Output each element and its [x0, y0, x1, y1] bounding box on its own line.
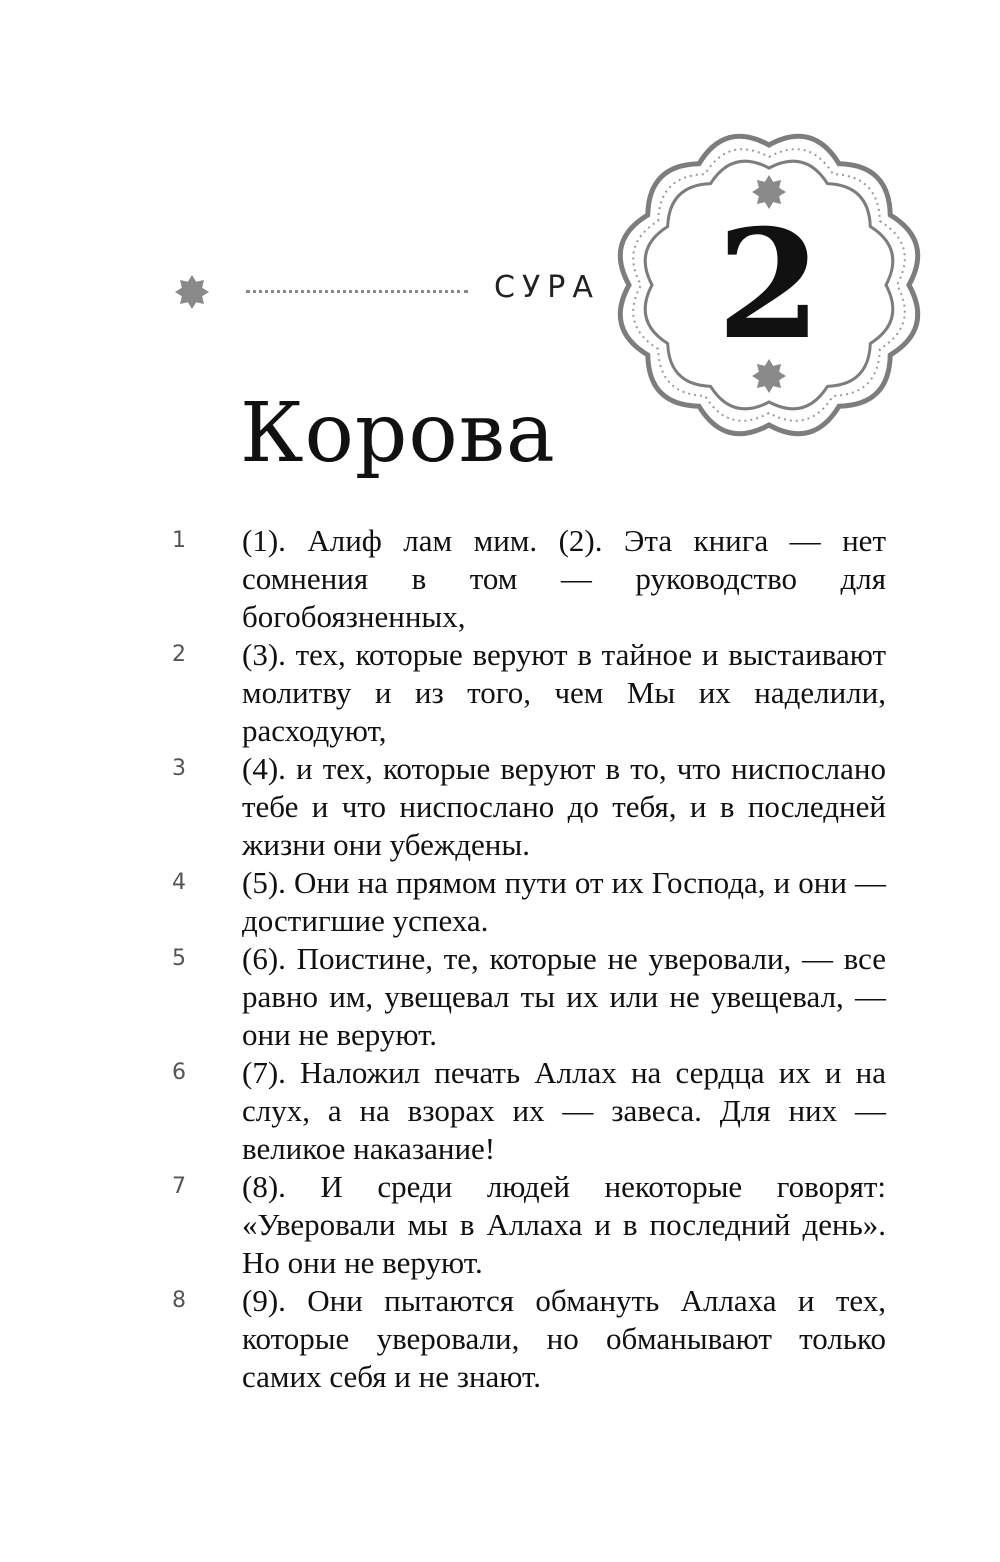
verse-text: (9). Они пытаются обмануть Аллаха и тех, которые уверовали, но обманывают только самих себя и не знают. — [242, 1283, 886, 1394]
verse-item — [0, 864, 1000, 940]
verse-item — [0, 1282, 1000, 1396]
sura-number: 2 — [716, 197, 822, 373]
verse-item — [0, 750, 1000, 864]
verse-number: 1 — [172, 528, 186, 553]
verse-item — [0, 940, 1000, 1054]
verse-text: (7). Наложил печать Аллах на сердца их и на слух, а на взорах их — завеса. Для них — великое наказание! — [242, 1055, 886, 1166]
dotted-divider — [246, 290, 468, 293]
verse-text: (4). и тех, которые веруют в то, что ниспослано тебе и что ниспослано до тебя, и в последней жизни они убеждены. — [242, 751, 886, 862]
verse-text: (1). Алиф лам мим. (2). Эта книга — нет сомнения в том — руководство для богобоязненных, — [242, 523, 886, 634]
verse-number: 8 — [172, 1288, 186, 1313]
verse-number: 3 — [172, 756, 186, 781]
verse-text: (5). Они на прямом пути от их Господа, и они — достигшие успеха. — [242, 865, 886, 938]
verse-item — [0, 636, 1000, 750]
verse-number: 7 — [172, 1174, 186, 1199]
sura-label: СУРА — [494, 270, 600, 305]
verse-list — [0, 522, 1000, 1396]
verse-number: 5 — [172, 946, 186, 971]
star-ornament-icon — [172, 272, 212, 312]
verse-item — [0, 1168, 1000, 1282]
verse-text: (6). Поистине, те, которые не уверовали, — все равно им, увещевал ты их или не увещевал, — они не веруют. — [242, 941, 886, 1052]
chapter-title: Корова — [240, 386, 556, 481]
verse-text: (8). И среди людей некоторые говорят: «Уверовали мы в Аллаха и в последний день». Но они не веруют. — [242, 1169, 886, 1280]
verse-number: 2 — [172, 642, 186, 667]
verse-text: (3). тех, которые веруют в тайное и выстаивают молитву и из того, чем Мы их наделили, расходуют, — [242, 637, 886, 748]
verse-item — [0, 522, 1000, 636]
verse-item — [0, 1054, 1000, 1168]
verse-number: 4 — [172, 870, 186, 895]
verse-number: 6 — [172, 1060, 186, 1085]
